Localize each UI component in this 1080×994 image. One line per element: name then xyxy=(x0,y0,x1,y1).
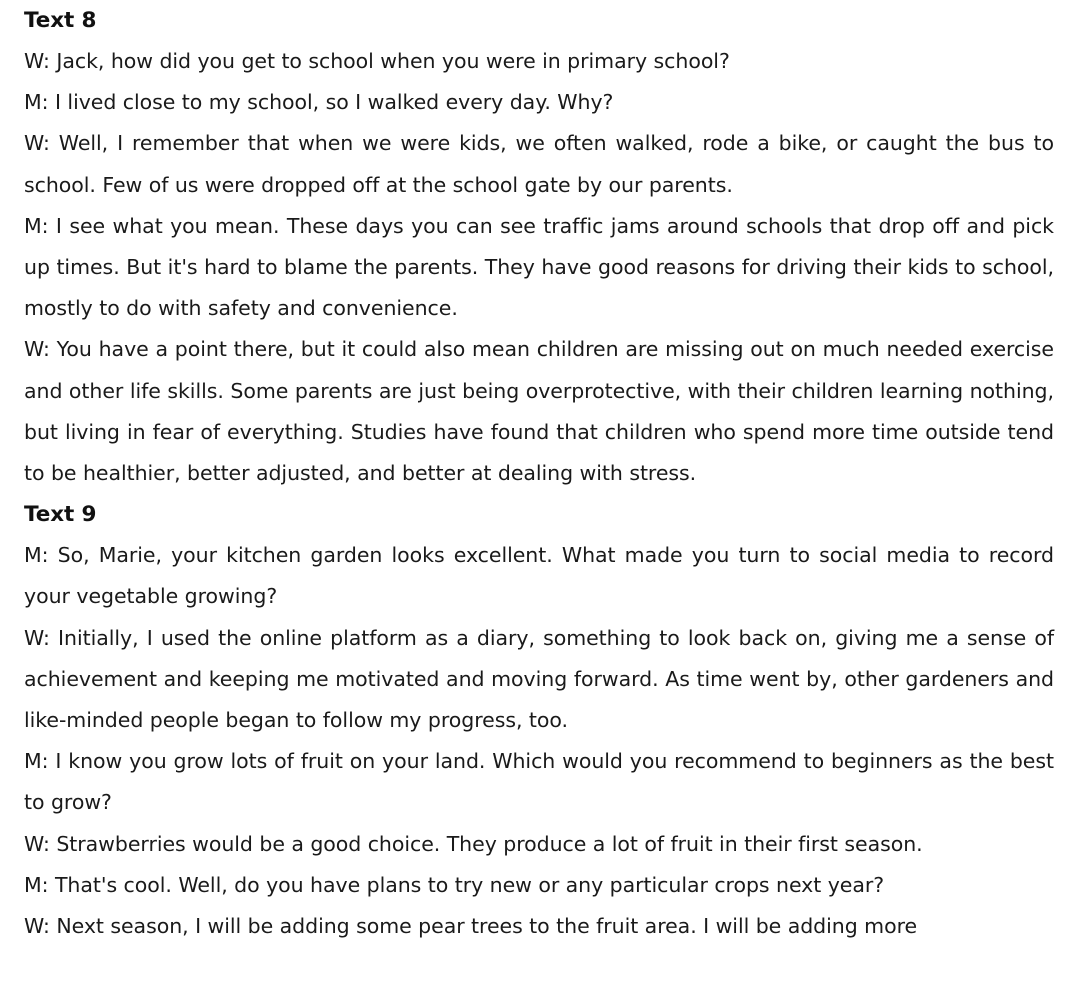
dialogue-line: M: I know you grow lots of fruit on your land. Which would you recommend to beginners as the best to grow? xyxy=(24,749,1054,815)
section-heading-text-9: Text 9 xyxy=(24,502,97,528)
section-heading-text-8: Text 8 xyxy=(24,8,97,33)
dialogue-line: M: So, Marie, your kitchen garden looks excellent. What made you turn to social media to record your vegetable growing? xyxy=(24,543,1054,609)
dialogue-line: W: Jack, how did you get to school when you were in primary school? xyxy=(24,49,730,73)
dialogue-line: M: I see what you mean. These days you can see traffic jams around schools that drop off and pick up times. But it's hard to blame the parents. They have good reasons for driving their kids to school, mostly to do with safety and convenience. xyxy=(24,213,1054,321)
dialogue-line: W: Strawberries would be a good choice. They produce a lot of fruit in their first season. xyxy=(24,831,923,856)
dialogue-line: W: Initially, I used the online platform as a diary, something to look back on, giving me a sense of achievement and keeping me motivated and moving forward. As time went by, other gardeners and like-minded people began to follow my progress, too. xyxy=(24,625,1054,733)
dialogue-line: W: Next season, I will be adding some pear trees to the fruit area. I will be adding more xyxy=(24,914,918,939)
dialogue-line: W: Well, I remember that when we were kids, we often walked, rode a bike, or caught the bus to school. Few of us were dropped off at the school gate by our parents. xyxy=(24,131,1054,197)
dialogue-line: M: I lived close to my school, so I walked every day. Why? xyxy=(24,90,614,115)
dialogue-line: M: That's cool. Well, do you have plans to try new or any particular crops next year? xyxy=(24,872,885,897)
dialogue-line: W: You have a point there, but it could also mean children are missing out on much needed exercise and other life skills. Some parents are just being overprotective, with their children learning nothing, but living in fear of everything. Studies have found that children who spend more time outside tend to be healthier, better adjusted, and better at dealing with stress. xyxy=(24,337,1054,486)
